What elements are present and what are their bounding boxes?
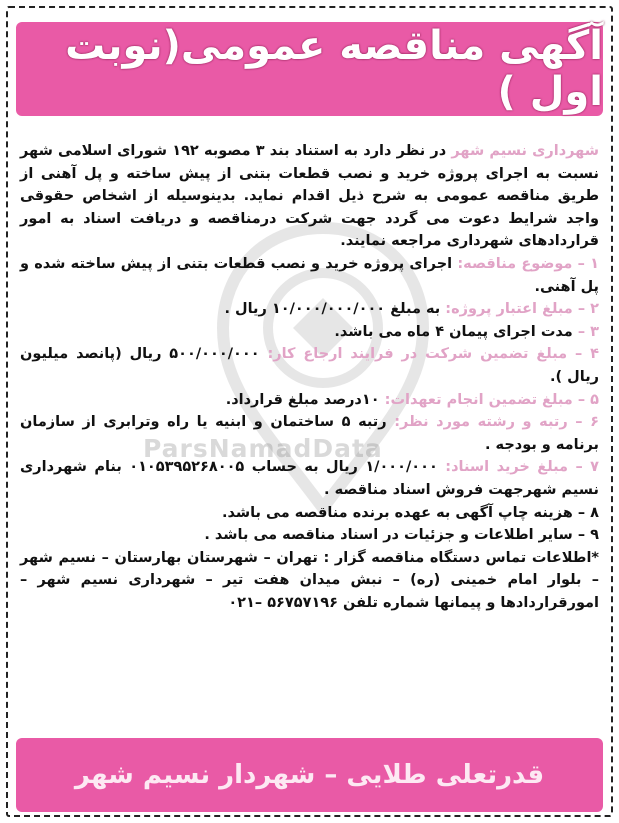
list-item: [20, 298, 599, 321]
list-item: [20, 456, 599, 501]
dashed-border-frame: [6, 6, 613, 817]
item-text: ۱۰درصد مبلغ قرارداد.: [225, 391, 380, 408]
item-text: ۸ – هزینه چاپ آگهی به عهده برنده مناقصه می باشد.: [221, 504, 599, 521]
item-text: ۵۰۰/۰۰۰/۰۰۰ ریال (پانصد میلیون ریال ).: [20, 346, 599, 385]
list-item: [20, 524, 599, 547]
item-label: ۴ – مبلغ تضمین شرکت در فرایند ارجاع کار:: [267, 346, 599, 363]
item-label: ۲ – مبلغ اعتبار پروژه:: [445, 301, 599, 318]
contact-info: *اطلاعات تماس دستگاه مناقصه گزار : تهران – شهرستان بهارستان – نسیم شهر – بلوار امام خمینی (ره) – نبش میدان هفت تیر – شهرداری نسیم شهر – امورقراردادها و پیمانها شماره تلفن ۵۶۷۵۷۱۹۶ –۰۲۱: [20, 549, 599, 611]
item-text: رتبه ۵ ساختمان و ابنیه یا راه وترابری از سازمان برنامه و بودجه .: [20, 414, 599, 453]
intro-text: در نظر دارد به استناد بند ۳ مصوبه ۱۹۲ شورای اسلامی شهر نسبت به اجرای پروژه خرید و نصب قطعات بتنی از پیش ساخته و پل آهنی از طریق مناقصه عمومی به شرح ذیل اقدام نماید. بدینوسیله از اشخاص حقوقی واجد شرایط دعوت می گردد جهت شرکت درمناقصه و دریافت اسناد به امور قراردادهای شهرداری مراجعه نمایند.: [20, 143, 599, 250]
item-label: ۱ – موضوع مناقصه:: [457, 255, 599, 272]
item-text: به مبلغ ۱۰/۰۰۰/۰۰۰/۰۰۰ ریال .: [224, 301, 441, 318]
page-title: آگهی مناقصه عمومی(نوبت اول ): [65, 23, 603, 115]
item-text: اجرای پروژه خرید و نصب قطعات بتنی از پیش ساخته شده و پل آهنی.: [20, 255, 599, 295]
item-text: ۱/۰۰۰/۰۰۰ ریال به حساب ۰۱۰۵۳۹۵۲۶۸۰۰۵ بنام شهرداری نسیم شهرجهت فروش اسناد مناقصه .: [20, 459, 599, 498]
signature-text: قدرتعلی طلایی – شهردار نسیم شهر: [74, 760, 545, 790]
announcement-body: [20, 140, 599, 614]
signature-banner: [16, 738, 603, 812]
item-text: مدت اجرای پیمان ۴ ماه می باشد.: [334, 323, 573, 340]
item-label: ۵ – مبلغ تضمین انجام تعهدات:: [384, 391, 599, 408]
item-label: ۳ –: [577, 323, 599, 340]
item-label: ۷ – مبلغ خرید اسناد:: [445, 459, 599, 476]
intro-paragraph: [20, 140, 599, 253]
item-text: ۹ – سایر اطلاعات و جزئیات در اسناد مناقصه می باشد .: [204, 527, 599, 544]
watermark-text: ParsNamadData: [143, 434, 383, 463]
list-item: [20, 321, 599, 344]
list-item: [20, 389, 599, 412]
list-item: [20, 253, 599, 298]
list-item: [20, 502, 599, 525]
list-item: [20, 343, 599, 388]
title-banner: [16, 22, 603, 116]
organization-name: شهرداری نسیم شهر: [451, 143, 599, 159]
item-label: ۶ – رتبه و رشته مورد نظر:: [394, 414, 599, 431]
